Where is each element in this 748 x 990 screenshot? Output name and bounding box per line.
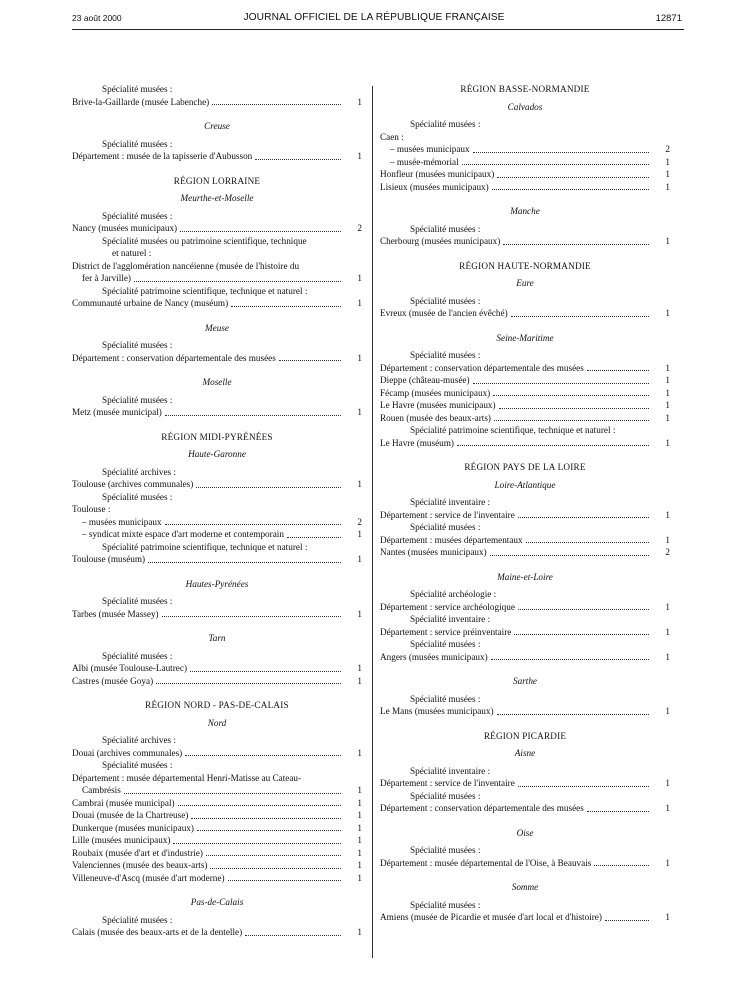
entry-text: Douai (archives communales) xyxy=(72,747,183,758)
speciality-label-cont: et naturel : xyxy=(112,248,152,258)
speciality-label: Spécialité archéologie : xyxy=(410,589,497,599)
speciality-label: Spécialité inventaire : xyxy=(410,765,491,776)
entry-text: – musées municipaux xyxy=(82,516,162,527)
list-item xyxy=(380,651,670,664)
list-item xyxy=(72,797,362,810)
entry-text: Evreux (musée de l'ancien évêché) xyxy=(380,308,508,318)
entry-count: 1 xyxy=(357,822,362,833)
department-heading: Somme xyxy=(511,882,539,892)
entry-text: Castres (musée Goya) xyxy=(72,675,154,686)
left-column xyxy=(72,83,362,939)
speciality-label: Spécialité musées : xyxy=(410,295,481,306)
department-heading: Eure xyxy=(516,278,534,288)
entry-text: Département : service de l'inventaire xyxy=(380,778,515,788)
header-rule xyxy=(72,29,684,30)
speciality-label: Spécialité inventaire : xyxy=(410,614,491,624)
department-heading: Nord xyxy=(207,717,227,728)
list-item xyxy=(72,675,362,688)
list-item xyxy=(380,705,670,718)
region-heading: RÉGION HAUTE-NORMANDIE xyxy=(459,260,591,271)
entry-count: 1 xyxy=(357,810,362,820)
entry-text: Douai (musée de la Chartreuse) xyxy=(72,810,189,820)
list-item xyxy=(380,601,670,614)
list-item xyxy=(72,478,362,491)
list-item xyxy=(380,412,670,425)
entry-text: Cherbourg (musées municipaux) xyxy=(380,236,501,246)
entry-count: 1 xyxy=(665,626,670,637)
list-item xyxy=(380,156,670,169)
entry-count: 1 xyxy=(665,803,670,813)
list-item xyxy=(380,626,670,639)
entry-count: 1 xyxy=(665,534,670,545)
department-heading: Hautes-Pyrénées xyxy=(185,578,249,589)
speciality-label: Spécialité archives : xyxy=(102,735,176,745)
entry-text: Département : conservation départementale des musées xyxy=(380,803,584,813)
entry-text: Département : conservation départementale des musées xyxy=(72,352,276,363)
list-item xyxy=(72,96,362,109)
region-heading: RÉGION NORD - PAS-DE-CALAIS xyxy=(145,700,289,710)
entry-text: Lisieux (musées municipaux) xyxy=(380,181,489,192)
list-item xyxy=(72,662,362,675)
speciality-label: Spécialité musées : xyxy=(410,639,481,649)
list-item xyxy=(380,399,670,412)
speciality-label: Spécialité musées : xyxy=(102,138,173,149)
speciality-label: Spécialité musées : xyxy=(102,491,173,502)
list-item xyxy=(380,168,670,181)
department-heading: Meuse xyxy=(205,322,229,333)
entry-text: Département : service préinventaire xyxy=(380,626,512,637)
entry-count: 1 xyxy=(357,747,362,758)
entry-text: Nancy (musées municipaux) xyxy=(72,223,178,233)
entry-count: 1 xyxy=(665,169,670,179)
region-heading: RÉGION PAYS DE LA LOIRE xyxy=(464,462,586,472)
list-item xyxy=(380,235,670,248)
list-item xyxy=(72,352,362,365)
entry-text: Tarbes (musée Massey) xyxy=(72,608,159,619)
entry-text: Communauté urbaine de Nancy (muséum) xyxy=(72,298,229,308)
department-heading: Moselle xyxy=(202,377,232,387)
entry-count: 1 xyxy=(665,857,670,868)
list-item xyxy=(380,307,670,320)
list-item xyxy=(72,834,362,847)
column-divider xyxy=(372,86,373,958)
speciality-label: Spécialité musées : xyxy=(410,899,481,910)
entry-count: 1 xyxy=(665,651,670,662)
entry-count: 2 xyxy=(357,223,362,233)
list-item xyxy=(380,387,670,400)
list-item xyxy=(72,822,362,835)
entry-count: 1 xyxy=(665,706,670,716)
department-heading: Aisne xyxy=(514,748,536,758)
speciality-label: Spécialité musées : xyxy=(410,350,481,360)
list-item xyxy=(72,872,362,885)
list-item xyxy=(72,809,362,822)
entry-text: Le Havre (musées municipaux) xyxy=(380,400,496,410)
entry-count: 1 xyxy=(665,387,670,398)
entry-text: Département : musée départemental Henri-Matisse au Cateau- xyxy=(72,772,302,783)
list-item xyxy=(380,362,670,375)
entry-text: Département : service de l'inventaire xyxy=(380,509,515,520)
entry-text: Rouen (musée des beaux-arts) xyxy=(380,412,491,423)
entry-count: 1 xyxy=(357,847,362,858)
entry-count: 1 xyxy=(357,151,362,161)
list-item xyxy=(72,516,362,529)
entry-count: 1 xyxy=(665,601,670,612)
speciality-label: Spécialité musées : xyxy=(410,693,481,704)
journal-title: JOURNAL OFFICIEL DE LA RÉPUBLIQUE FRANÇAISE xyxy=(243,12,505,23)
department-heading: Haute-Garonne xyxy=(188,449,246,459)
entry-count: 1 xyxy=(357,675,362,686)
entry-count: 1 xyxy=(665,156,670,167)
entry-count: 1 xyxy=(357,872,362,883)
page-number: 12871 xyxy=(655,13,682,24)
entry-text: Département : conservation départementale des musées xyxy=(380,362,584,373)
entry-text: Le Havre (muséum) xyxy=(380,437,454,448)
entry-text: – musée-mémorial xyxy=(390,156,459,167)
entry-text: Nantes (musées municipaux) xyxy=(380,547,487,557)
entry-count: 1 xyxy=(665,437,670,448)
entry-count: 1 xyxy=(665,308,670,318)
speciality-label: Spécialité musées : xyxy=(410,119,481,129)
speciality-label: Spécialité patrimoine scientifique, technique et naturel : xyxy=(102,285,308,296)
department-heading: Sarthe xyxy=(513,676,537,686)
entry-text: Fécamp (musées municipaux) xyxy=(380,387,491,398)
list-item xyxy=(72,859,362,872)
entry-count: 1 xyxy=(665,362,670,373)
list-item xyxy=(72,272,362,285)
list-item xyxy=(72,608,362,621)
entry-count: 1 xyxy=(665,912,670,922)
entry-text: Angers (musées municipaux) xyxy=(380,651,488,662)
entry-count: 1 xyxy=(665,400,670,410)
speciality-label: Spécialité musées : xyxy=(102,394,173,405)
entry-text: Cambrai (musée municipal) xyxy=(72,797,175,808)
entry-count: 1 xyxy=(665,509,670,520)
speciality-label: Spécialité musées : xyxy=(102,650,173,661)
entry-text: Albi (musée Toulouse-Lautrec) xyxy=(72,663,188,673)
entry-text: Département : service archéologique xyxy=(380,601,515,612)
speciality-label: Spécialité musées : xyxy=(102,760,173,770)
entry-count: 1 xyxy=(357,529,362,539)
entry-text: Caen : xyxy=(380,131,404,142)
department-heading: Loire-Atlantique xyxy=(494,479,556,490)
speciality-label: Spécialité patrimoine scientifique, technique et naturel : xyxy=(410,425,616,435)
entry-count: 1 xyxy=(357,352,362,363)
entry-text: – musées municipaux xyxy=(390,144,470,154)
right-column xyxy=(380,83,670,924)
entry-text: Département : musées départementaux xyxy=(380,534,523,545)
entry-count: 1 xyxy=(357,785,362,795)
speciality-label: Spécialité musées : xyxy=(102,596,173,606)
region-heading: RÉGION LORRAINE xyxy=(173,175,261,186)
entry-text: Toulouse (archives communales) xyxy=(72,479,194,489)
list-item xyxy=(72,926,362,939)
list-item xyxy=(72,150,362,163)
entry-text: Valenciennes (musée des beaux-arts) xyxy=(72,860,208,870)
entry-text: – syndicat mixte espace d'art moderne et contemporain xyxy=(82,529,284,539)
entry-count: 1 xyxy=(357,479,362,489)
page-header xyxy=(0,0,748,40)
speciality-label: Spécialité musées : xyxy=(410,845,481,855)
region-heading: RÉGION BASSE-NORMANDIE xyxy=(460,84,590,94)
entry-count: 1 xyxy=(357,554,362,564)
entry-count: 1 xyxy=(357,860,362,870)
speciality-label: Spécialité patrimoine scientifique, technique et naturel : xyxy=(102,541,308,552)
speciality-label: Spécialité musées : xyxy=(410,522,481,532)
speciality-label: Spécialité inventaire : xyxy=(410,497,491,507)
entry-count: 1 xyxy=(357,927,362,937)
speciality-label: Spécialité musées ou patrimoine scientifique, technique xyxy=(102,235,307,246)
department-heading: Seine-Maritime xyxy=(496,332,554,343)
list-item xyxy=(72,553,362,566)
entry-text: Le Mans (musées municipaux) xyxy=(380,706,494,716)
list-item xyxy=(72,784,362,797)
entry-text: Brive-la-Gaillarde (musée Labenche) xyxy=(72,96,210,107)
entry-count: 1 xyxy=(357,835,362,845)
list-item xyxy=(72,528,362,541)
entry-count: 1 xyxy=(665,778,670,788)
department-heading: Oise xyxy=(516,827,534,838)
department-heading: Maine-et-Loire xyxy=(497,571,553,582)
list-item xyxy=(72,222,362,235)
entry-count: 1 xyxy=(665,375,670,385)
list-item xyxy=(380,509,670,522)
entry-text: Toulouse : xyxy=(72,504,111,514)
entry-text: District de l'agglomération nancéienne (musée de l'histoire du xyxy=(72,260,300,271)
speciality-label: Spécialité musées : xyxy=(410,223,481,234)
department-heading: Tarn xyxy=(208,633,226,643)
region-heading: RÉGION PICARDIE xyxy=(483,730,567,741)
entry-count: 1 xyxy=(357,663,362,673)
entry-text: Metz (musée municipal) xyxy=(72,407,162,417)
list-item xyxy=(380,437,670,450)
entry-text: Honfleur (musées municipaux) xyxy=(380,169,495,179)
entry-count: 1 xyxy=(357,407,362,417)
header-date: 23 août 2000 xyxy=(72,13,122,23)
speciality-label: Spécialité musées : xyxy=(102,84,173,94)
entry-count: 1 xyxy=(357,96,362,107)
entry-count: 2 xyxy=(665,144,670,154)
speciality-label: Spécialité musées : xyxy=(410,790,481,801)
entry-text: Département : musée de la tapisserie d'Aubusson xyxy=(72,151,253,161)
entry-count: 1 xyxy=(357,298,362,308)
list-item xyxy=(380,546,670,559)
department-heading: Calvados xyxy=(507,101,543,112)
entry-count: 1 xyxy=(665,181,670,192)
department-heading: Manche xyxy=(510,206,540,216)
entry-count: 2 xyxy=(357,516,362,527)
entry-count: 1 xyxy=(357,797,362,808)
department-heading: Pas-de-Calais xyxy=(190,897,244,907)
entry-text: Lille (musées municipaux) xyxy=(72,835,171,845)
entry-text: fer à Jarville) xyxy=(82,273,131,283)
department-heading: Meurthe-et-Moselle xyxy=(180,193,254,203)
entry-text: Villeneuve-d'Ascq (musée d'art moderne) xyxy=(72,872,225,883)
list-item xyxy=(380,777,670,790)
speciality-label: Spécialité archives : xyxy=(102,466,176,477)
list-item xyxy=(380,143,670,156)
list-item xyxy=(72,747,362,760)
entry-text: Département : musée départemental de l'Oise, à Beauvais xyxy=(380,857,592,868)
entry-text: Calais (musée des beaux-arts et de la dentelle) xyxy=(72,927,243,937)
list-item xyxy=(72,847,362,860)
list-item xyxy=(380,857,670,870)
entry-text: Dieppe (château-musée) xyxy=(380,375,470,385)
speciality-label: Spécialité musées : xyxy=(102,340,173,350)
entry-text: Roubaix (musée d'art et d'industrie) xyxy=(72,847,203,858)
list-item xyxy=(380,374,670,387)
list-item xyxy=(380,534,670,547)
entry-count: 2 xyxy=(665,547,670,557)
list-item xyxy=(72,297,362,310)
region-heading: RÉGION MIDI-PYRÉNÉES xyxy=(161,431,273,442)
speciality-label: Spécialité musées : xyxy=(102,914,173,925)
entry-text: Cambrésis xyxy=(82,785,121,795)
list-item xyxy=(380,911,670,924)
entry-count: 1 xyxy=(665,236,670,246)
list-item xyxy=(380,181,670,194)
department-heading: Creuse xyxy=(204,121,230,131)
entry-count: 1 xyxy=(357,273,362,283)
list-item xyxy=(380,802,670,815)
entry-text: Dunkerque (musées municipaux) xyxy=(72,822,194,833)
entry-text: Amiens (musée de Picardie et musée d'art local et d'histoire) xyxy=(380,912,602,922)
entry-count: 1 xyxy=(357,608,362,619)
list-item xyxy=(72,406,362,419)
speciality-label: Spécialité musées : xyxy=(102,210,173,221)
entry-count: 1 xyxy=(665,412,670,423)
entry-text: Toulouse (muséum) xyxy=(72,554,146,564)
